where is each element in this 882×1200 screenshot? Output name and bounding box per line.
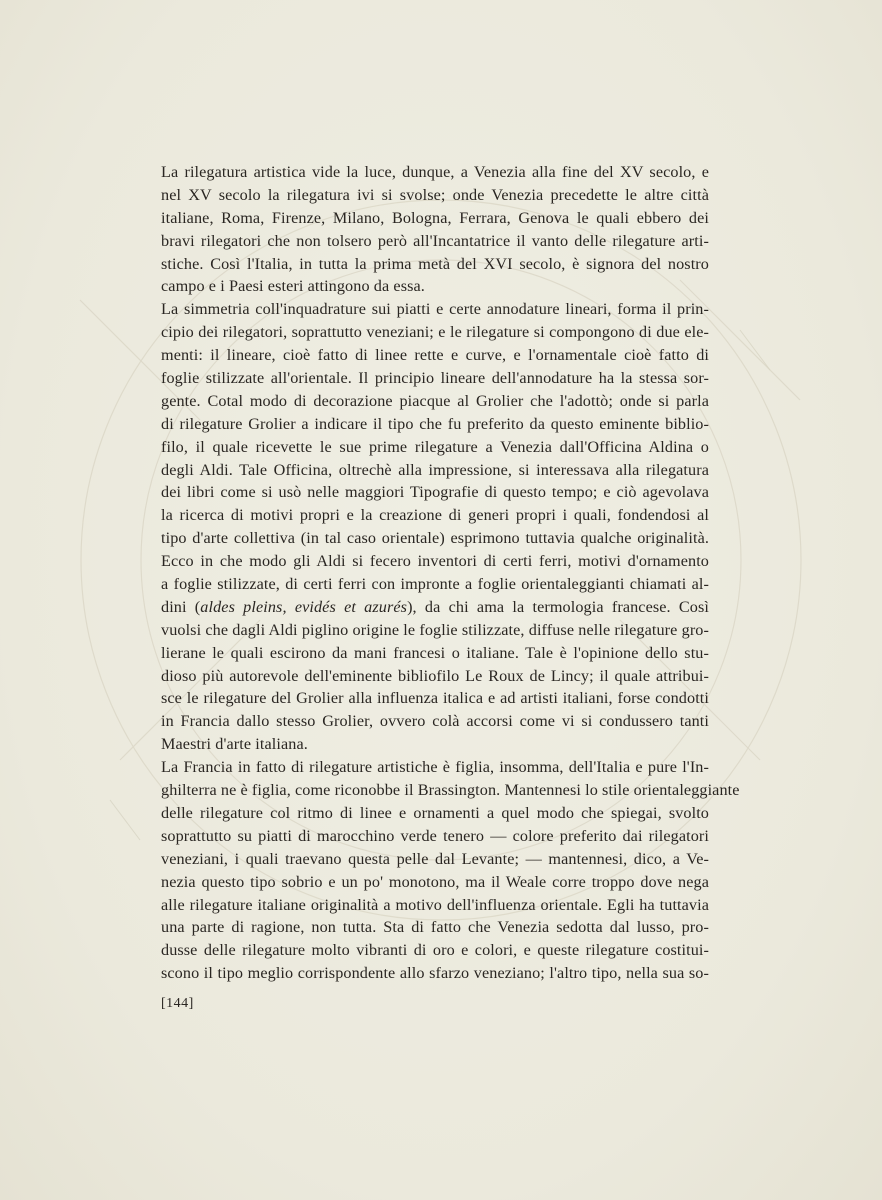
text-line: Maestri d'arte italiana. (161, 735, 308, 754)
text-line: nezia questo tipo sobrio e un po' monotono, ma il Weale corre troppo dove nega (161, 872, 709, 891)
text-line: menti: il lineare, cioè fatto di linee rette e curve, e l'ornamentale cioè fatto di (161, 346, 709, 365)
text-line: cipio dei rilegatori, soprattutto veneziani; e le rilegature si compongono di due ele- (161, 323, 709, 342)
text-line: stiche. Così l'Italia, in tutta la prima metà del XVI secolo, è signora del nostro (161, 254, 709, 273)
text-line: dusse delle rilegature molto vibranti di oro e colori, e queste rilegature costitui- (161, 941, 709, 960)
paragraph-3 (161, 756, 740, 985)
text-line: dioso più autorevole dell'eminente bibliofilo Le Roux de Lincy; il quale attribui- (161, 666, 709, 685)
text-line-with-italic: dini (aldes pleins, evidés et azurés), da chi ama la termologia francese. Così (161, 597, 709, 616)
text-line: in Francia dallo stesso Grolier, ovvero colà accorsi come vi si condussero tanti (161, 712, 709, 731)
text-line: la ricerca di motivi propri e la creazione di generi propri i quali, fondendosi al (161, 506, 709, 525)
text-line: sce le rilegature del Grolier alla influenza italica e ad artisti italiani, forse condotti (161, 689, 709, 708)
text-line: nel XV secolo la rilegatura ivi si svolse; onde Venezia precedette le altre città (161, 185, 709, 204)
page-number: [144] (161, 996, 194, 1011)
text-line: dei libri come si usò nelle maggiori Tipografie di questo tempo; e ciò agevolava (161, 483, 709, 502)
text-line: La simmetria coll'inquadrature sui piatti e certe annodature lineari, forma il prin- (161, 300, 709, 319)
text-line: scono il tipo meglio corrispondente allo sfarzo veneziano; l'altro tipo, nella sua so- (161, 964, 709, 983)
text-line: soprattutto su piatti di marocchino verde tenero — colore preferito dai rilegatori (161, 826, 709, 845)
text-line: a foglie stilizzate, di certi ferri con impronte a foglie orientaleggianti chiamati al- (161, 575, 709, 594)
text-line: alle rilegature italiane originalità a motivo dell'influenza orientale. Egli ha tuttavia (161, 895, 709, 914)
text-line: filo, il quale ricevette le sue prime rilegature a Venezia dall'Officina Aldina o (161, 437, 709, 456)
text-line: bravi rilegatori che non tolsero però all'Incantatrice il vanto delle rilegature arti- (161, 231, 709, 250)
text-line: ghilterra ne è figlia, come riconobbe il Brassington. Mantennesi lo stile orientaleggiante (161, 781, 740, 800)
paragraph-1 (161, 161, 709, 298)
text-line: lierane le quali escirono da mani francesi o italiane. Tale è l'opinione dello stu- (161, 643, 709, 662)
text-line: La Francia in fatto di rilegature artistiche è figlia, insomma, dell'Italia e pure l'In- (161, 758, 709, 777)
text-line: foglie stilizzate all'orientale. Il principio lineare dell'annodature ha la stessa sor- (161, 369, 709, 388)
text-line: una parte di ragione, non tutta. Sta di fatto che Venezia sedotta dal lusso, pro- (161, 918, 709, 937)
text-line: degli Aldi. Tale Officina, oltrechè alla impressione, si interessava alla rilegatura (161, 460, 709, 479)
italic-phrase: aldes pleins, evidés et azurés (200, 597, 408, 616)
text-line: Ecco in che modo gli Aldi si fecero inventori di certi ferri, motivi d'ornamento (161, 552, 709, 571)
text-line: veneziani, i quali traevano questa pelle dal Levante; — mantennesi, dico, a Ve- (161, 849, 709, 868)
body-text (161, 161, 740, 985)
text-line: gente. Cotal modo di decorazione piacque al Grolier che l'adottò; onde si parla (161, 391, 709, 410)
text-line: delle rilegature col ritmo di linee e ornamenti a quel modo che spiegai, svolto (161, 803, 709, 822)
text-line: La rilegatura artistica vide la luce, dunque, a Venezia alla fine del XV secolo, e (161, 163, 709, 181)
text-line: tipo d'arte collettiva (in tal caso orientale) esprimono tuttavia qualche originalità. (161, 529, 709, 548)
text-line: campo e i Paesi esteri attingono da essa. (161, 277, 425, 296)
paragraph-2 (161, 298, 709, 756)
text-line: di rilegature Grolier a indicare il tipo che fu preferito da questo eminente biblio- (161, 414, 709, 433)
text-line: italiane, Roma, Firenze, Milano, Bologna, Ferrara, Genova le quali ebbero dei (161, 208, 709, 227)
text-line: vuolsi che dagli Aldi piglino origine le foglie stilizzate, diffuse nelle rilegature gro- (161, 620, 709, 639)
